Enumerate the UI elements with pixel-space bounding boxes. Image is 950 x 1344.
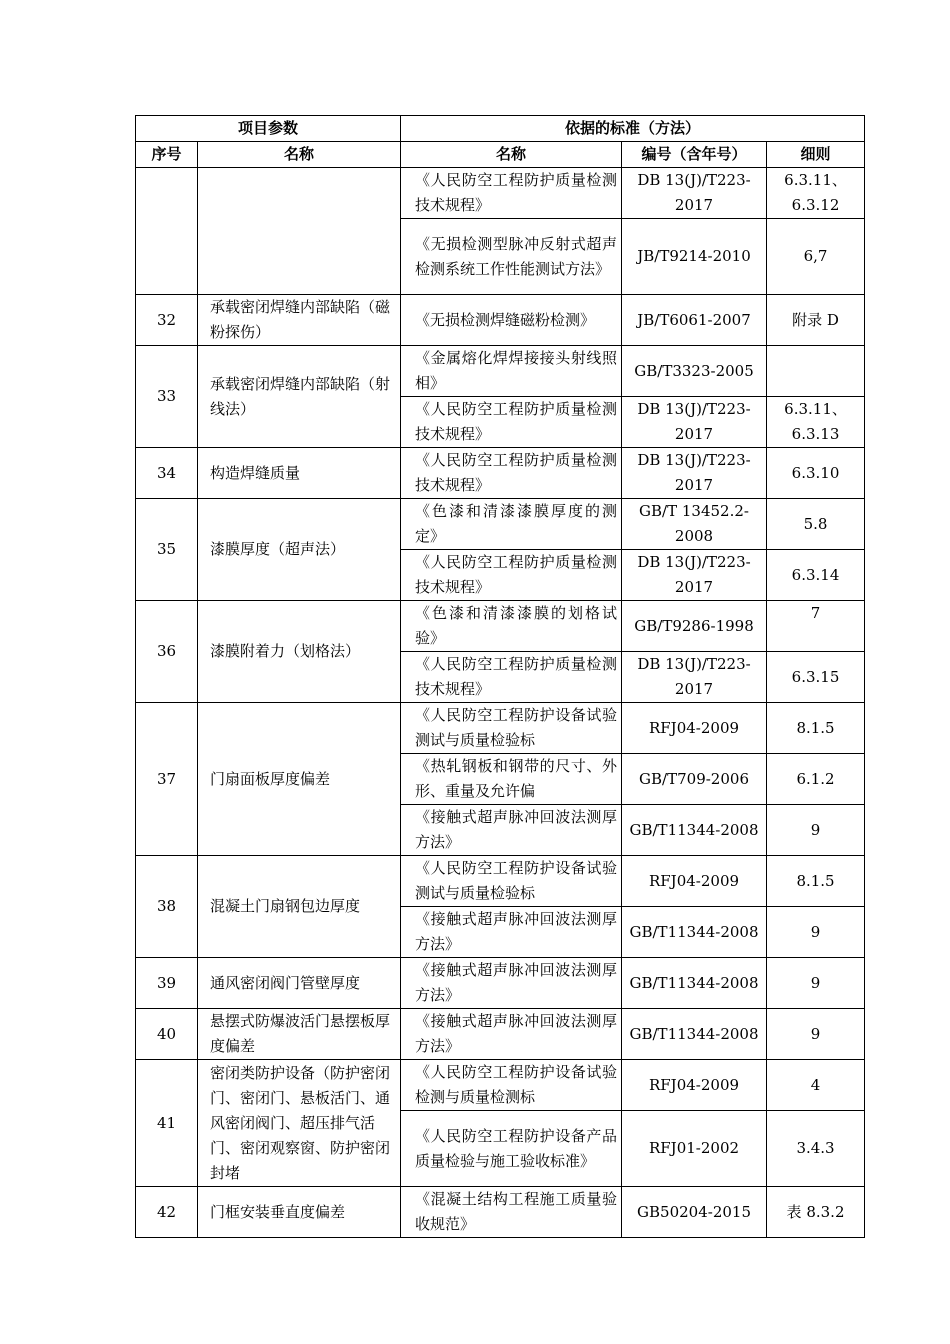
std-clause: 表 8.3.2: [767, 1187, 865, 1238]
row-name: 构造焊缝质量: [198, 448, 401, 499]
std-clause: 6.3.10: [767, 448, 865, 499]
std-code: DB 13(J)/T223-2017: [622, 168, 767, 219]
row-seq: [136, 168, 198, 295]
std-name: 《人民防空工程防护质量检测技术规程》: [401, 550, 622, 601]
row-seq: 42: [136, 1187, 198, 1238]
row-seq: 37: [136, 703, 198, 856]
std-name: 《接触式超声脉冲回波法测厚方法》: [401, 958, 622, 1009]
header-clause: 细则: [767, 142, 865, 168]
std-name: 《人民防空工程防护质量检测技术规程》: [401, 652, 622, 703]
row-name: 承载密闭焊缝内部缺陷（射线法）: [198, 346, 401, 448]
row-seq: 33: [136, 346, 198, 448]
table-row: [136, 1187, 865, 1238]
std-code: GB/T11344-2008: [622, 958, 767, 1009]
std-code: DB 13(J)/T223-2017: [622, 652, 767, 703]
table-row: [136, 1060, 865, 1111]
std-name: 《接触式超声脉冲回波法测厚方法》: [401, 805, 622, 856]
std-clause: 6.3.11、6.3.12: [767, 168, 865, 219]
std-clause: 3.4.3: [767, 1111, 865, 1187]
table-row: [136, 499, 865, 550]
table-row: [136, 601, 865, 652]
std-clause: 8.1.5: [767, 703, 865, 754]
std-code: GB/T11344-2008: [622, 907, 767, 958]
row-seq: 39: [136, 958, 198, 1009]
row-seq: 38: [136, 856, 198, 958]
std-name: [401, 703, 622, 754]
std-name: 《混凝土结构工程施工质量验收规范》: [401, 1187, 622, 1238]
std-code: GB/T11344-2008: [622, 805, 767, 856]
row-name: 漆膜附着力（划格法）: [198, 601, 401, 703]
std-name: [401, 754, 622, 805]
std-code: RFJ04-2009: [622, 1060, 767, 1111]
table-row: [136, 958, 865, 1009]
std-name: [401, 856, 622, 907]
std-clause: 6.3.14: [767, 550, 865, 601]
row-name: 门扇面板厚度偏差: [198, 703, 401, 856]
row-seq: 36: [136, 601, 198, 703]
table-row: [136, 703, 865, 754]
std-code: RFJ04-2009: [622, 856, 767, 907]
std-code: GB50204-2015: [622, 1187, 767, 1238]
std-name: 《色漆和清漆漆膜厚度的测定》: [401, 499, 622, 550]
std-name: 《接触式超声脉冲回波法测厚方法》: [401, 907, 622, 958]
std-code: DB 13(J)/T223-2017: [622, 397, 767, 448]
std-name: 《无损检测焊缝磁粉检测》: [401, 295, 622, 346]
std-clause: 6.3.11、6.3.13: [767, 397, 865, 448]
std-clause: 6.1.2: [767, 754, 865, 805]
header-name: 名称: [198, 142, 401, 168]
std-code: GB/T 13452.2-2008: [622, 499, 767, 550]
std-name: 《人民防空工程防护质量检测技术规程》: [401, 168, 622, 219]
std-clause: 5.8: [767, 499, 865, 550]
std-name-text: 《人民防空工程防护设备试验测试与质量检验标: [415, 706, 618, 749]
header-seq: 序号: [136, 142, 198, 168]
std-clause: 6,7: [767, 219, 865, 295]
row-seq: 35: [136, 499, 198, 601]
row-name: 混凝土门扇钢包边厚度: [198, 856, 401, 958]
std-code: DB 13(J)/T223-2017: [622, 550, 767, 601]
table-row: [136, 346, 865, 397]
header-row-group: [136, 116, 865, 142]
std-code: JB/T9214-2010: [622, 219, 767, 295]
header-std-name: 名称: [401, 142, 622, 168]
row-seq: 40: [136, 1009, 198, 1060]
std-name: [401, 1060, 622, 1111]
std-code: GB/T9286-1998: [622, 601, 767, 652]
std-clause: [767, 346, 865, 397]
header-row-columns: [136, 142, 865, 168]
row-name: 通风密闭阀门管壁厚度: [198, 958, 401, 1009]
std-name: 《接触式超声脉冲回波法测厚方法》: [401, 1009, 622, 1060]
std-code: GB/T709-2006: [622, 754, 767, 805]
std-clause: 9: [767, 907, 865, 958]
header-params: 项目参数: [136, 116, 401, 142]
std-clause: 9: [767, 1009, 865, 1060]
row-name: 承载密闭焊缝内部缺陷（磁粉探伤）: [198, 295, 401, 346]
table-row: [136, 168, 865, 219]
header-standard: 依据的标准（方法）: [401, 116, 865, 142]
row-name: 门框安装垂直度偏差: [198, 1187, 401, 1238]
row-name: 漆膜厚度（超声法）: [198, 499, 401, 601]
std-clause: 9: [767, 805, 865, 856]
std-code: JB/T6061-2007: [622, 295, 767, 346]
std-name: 《人民防空工程防护质量检测技术规程》: [401, 448, 622, 499]
std-name: 《无损检测型脉冲反射式超声检测系统工作性能测试方法》: [401, 219, 622, 295]
header-code: 编号（含年号）: [622, 142, 767, 168]
std-code: RFJ04-2009: [622, 703, 767, 754]
std-clause: 附录 D: [767, 295, 865, 346]
std-clause: 7: [767, 601, 865, 652]
std-code: GB/T11344-2008: [622, 1009, 767, 1060]
row-seq: 34: [136, 448, 198, 499]
table-row: [136, 295, 865, 346]
std-code: RFJ01-2002: [622, 1111, 767, 1187]
row-name: 密闭类防护设备（防护密闭门、密闭门、悬板活门、通风密闭阀门、超压排气活门、密闭观察窗、防护密闭封堵: [198, 1060, 401, 1187]
std-clause: 6.3.15: [767, 652, 865, 703]
std-name-text: 《人民防空工程防护设备试验测试与质量检验标: [415, 859, 618, 902]
std-code: DB 13(J)/T223-2017: [622, 448, 767, 499]
row-seq: 41: [136, 1060, 198, 1187]
std-name-text: 《热轧钢板和钢带的尺寸、外形、重量及允许偏: [415, 757, 618, 800]
row-name: [198, 168, 401, 295]
std-clause: 9: [767, 958, 865, 1009]
std-name: 《人民防空工程防护设备产品质量检验与施工验收标准》: [401, 1111, 622, 1187]
std-code: GB/T3323-2005: [622, 346, 767, 397]
std-name: 《金属熔化焊焊接接头射线照相》: [401, 346, 622, 397]
row-seq: 32: [136, 295, 198, 346]
standards-table: [135, 115, 865, 1238]
std-name: 《人民防空工程防护质量检测技术规程》: [401, 397, 622, 448]
std-clause: 8.1.5: [767, 856, 865, 907]
std-name: 《色漆和清漆漆膜的划格试验》: [401, 601, 622, 652]
table-row: [136, 1009, 865, 1060]
std-clause: 4: [767, 1060, 865, 1111]
table-row: [136, 856, 865, 907]
std-name-text: 《人民防空工程防护设备试验检测与质量检测标: [415, 1063, 618, 1106]
table-row: [136, 448, 865, 499]
row-name: 悬摆式防爆波活门悬摆板厚度偏差: [198, 1009, 401, 1060]
